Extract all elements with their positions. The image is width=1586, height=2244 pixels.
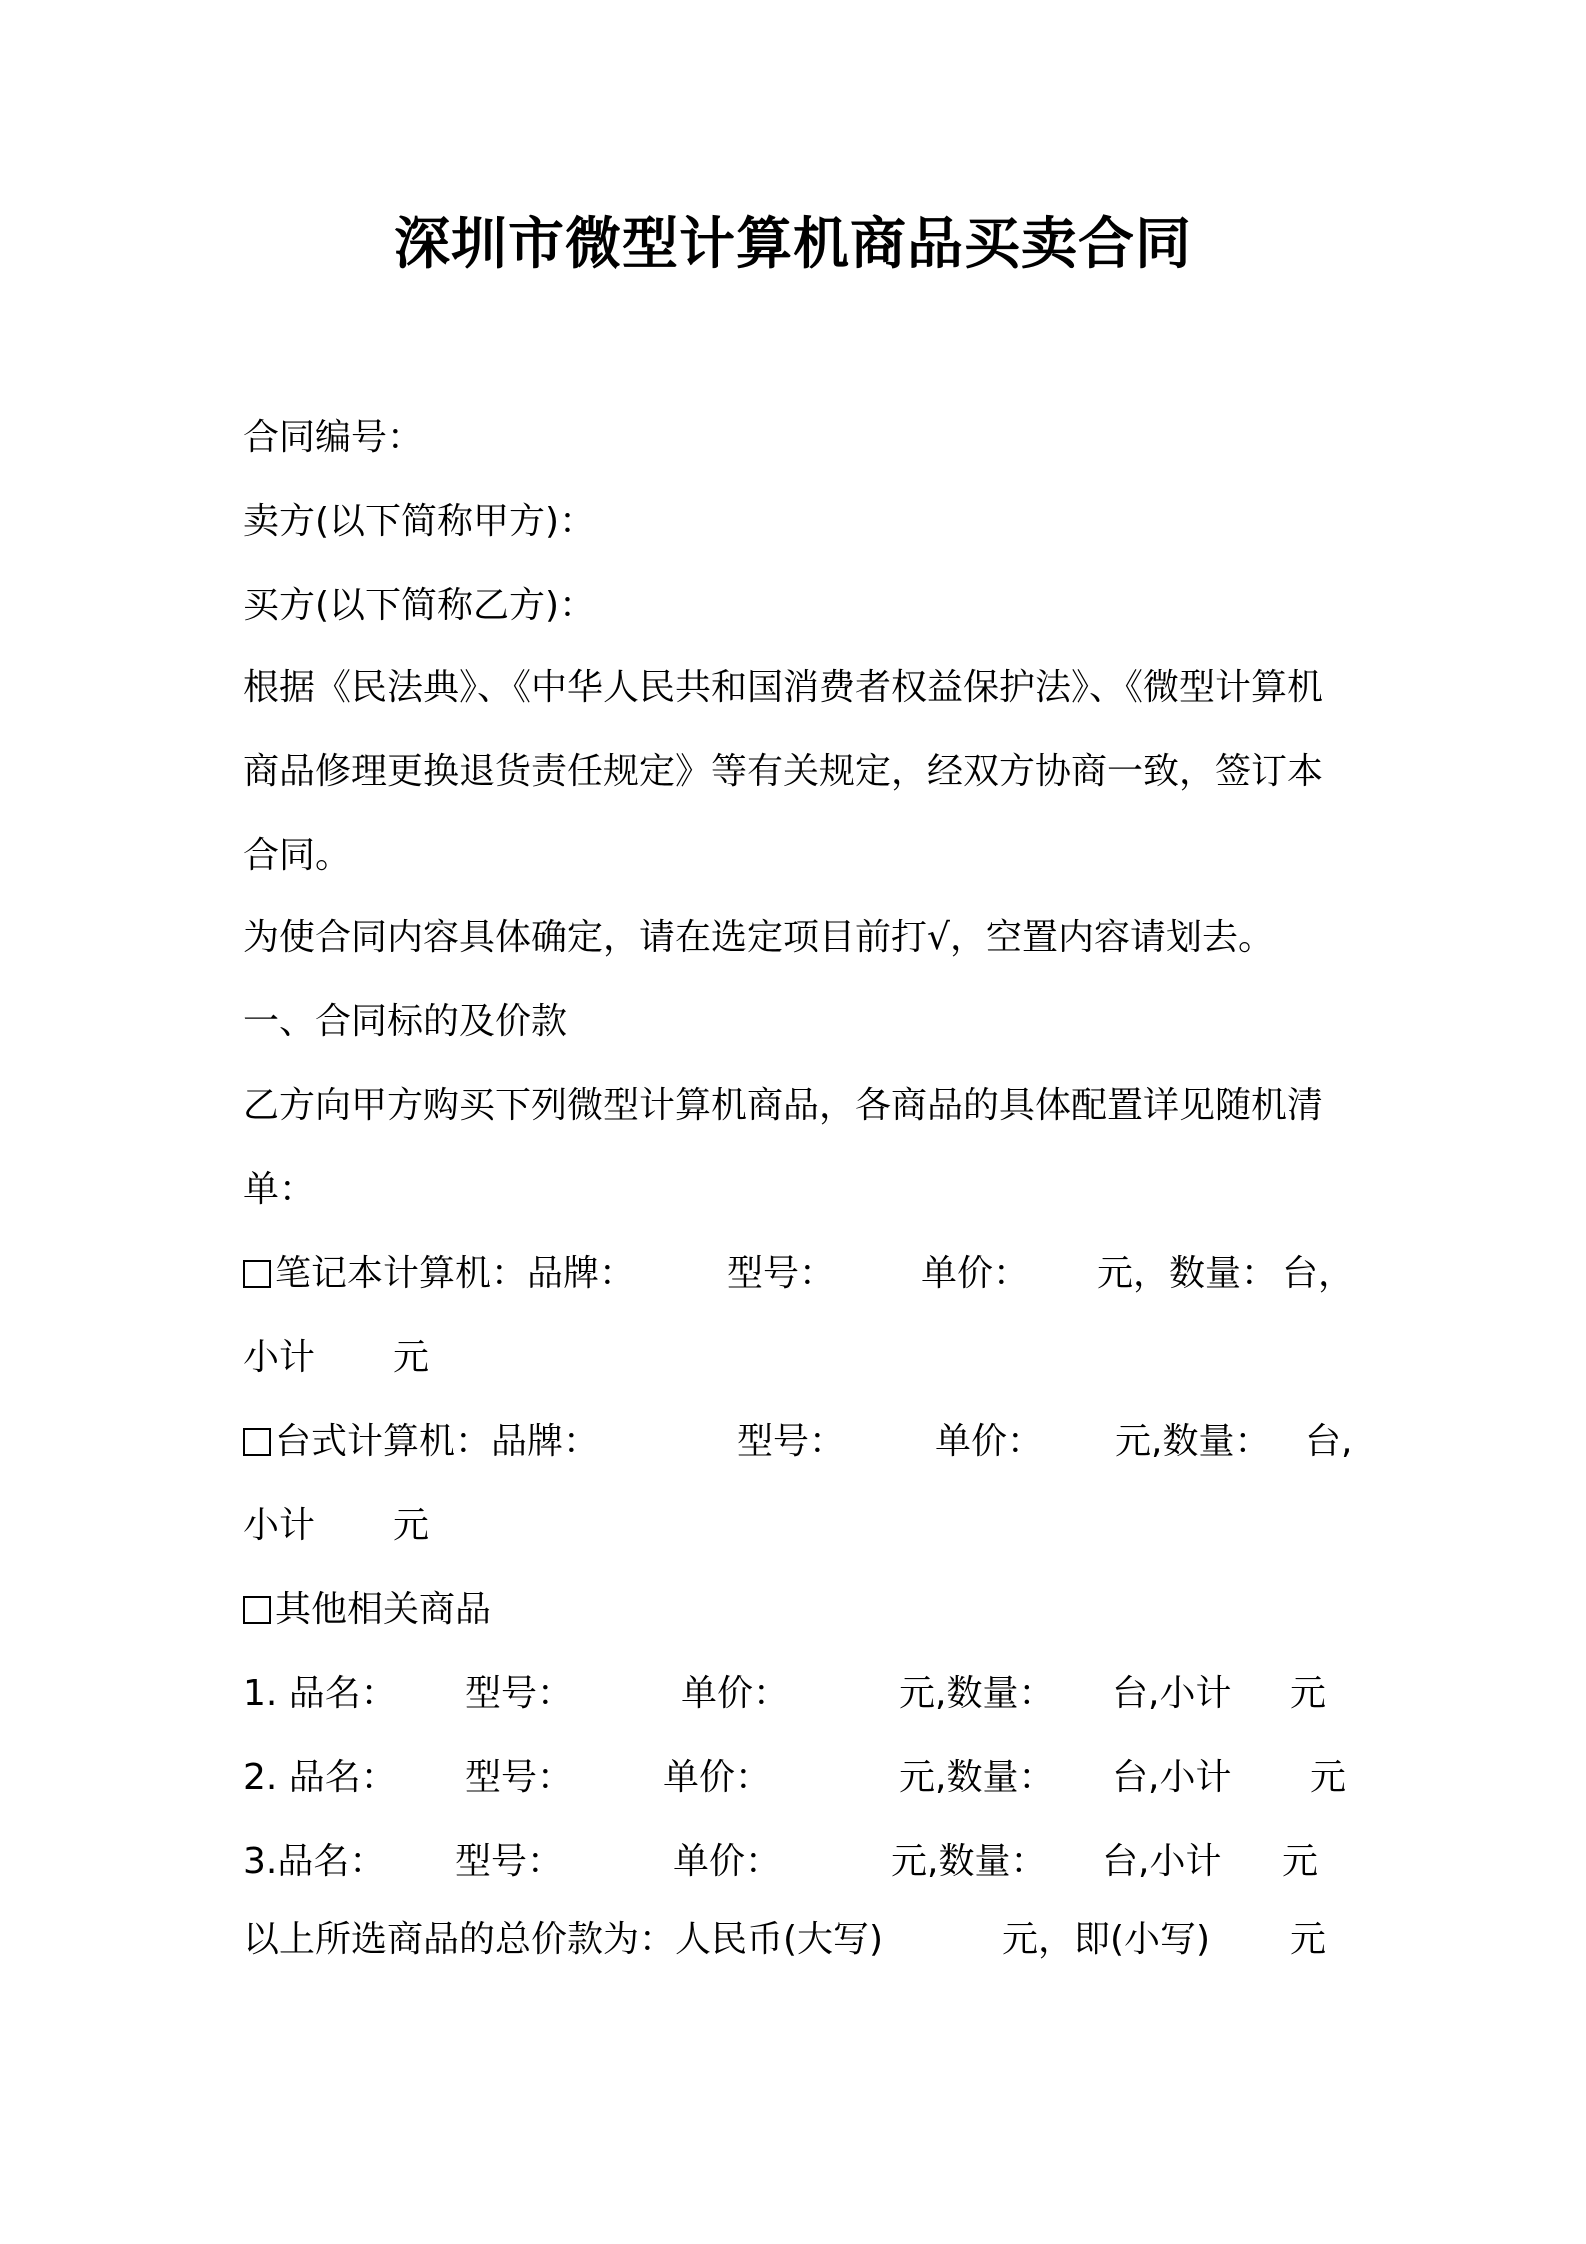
other-item-qty-label: 元,数量： (899, 1757, 1055, 1798)
laptop-label: 笔记本计算机： (275, 1253, 528, 1294)
laptop-price-label: 单价： (921, 1253, 1030, 1294)
other-items-label: 其他相关商品 (275, 1589, 492, 1630)
other-item-name-label: 3.品名： (243, 1841, 386, 1882)
laptop-checkbox[interactable] (243, 1260, 271, 1288)
desktop-label: 台式计算机： (275, 1421, 492, 1462)
intro-line-1: 根据《民法典》、《中华人民共和国消费者权益保护法》、《微型计算机 (243, 667, 1324, 708)
desktop-subtotal-yuan: 元 (393, 1505, 430, 1546)
instruction-text: 为使合同内容具体确定，请在选定项目前打√，空置内容请划去。 (243, 917, 1274, 958)
other-item-subtotal-label: 台,小计 (1112, 1673, 1232, 1714)
total-price-label: 以上所选商品的总价款为：人民币(大写) (243, 1919, 884, 1960)
laptop-model-label: 型号： (727, 1253, 836, 1294)
desktop-model-label: 型号： (737, 1421, 846, 1462)
other-item-model-label: 型号： (465, 1757, 574, 1798)
other-item-name-label: 1. 品名： (243, 1673, 397, 1714)
buyer-label: 买方(以下简称乙方)： (243, 585, 596, 626)
other-item-subtotal-yuan: 元 (1290, 1673, 1327, 1714)
other-item-name-label: 2. 品名： (243, 1757, 397, 1798)
total-price-yuan-1: 元，即(小写) (1002, 1919, 1211, 1960)
section-1-heading: 一、合同标的及价款 (243, 1001, 568, 1042)
other-item-subtotal-label: 台,小计 (1112, 1757, 1232, 1798)
other-items-checkbox[interactable] (243, 1596, 271, 1624)
desktop-unit-label: 台, (1305, 1421, 1353, 1462)
laptop-unit-label: 台， (1282, 1253, 1355, 1294)
intro-line-3: 合同。 (243, 835, 352, 876)
other-item-subtotal-label: 台,小计 (1102, 1841, 1222, 1882)
other-item-price-label: 单价： (673, 1841, 782, 1882)
laptop-qty-label: 元，数量： (1097, 1253, 1278, 1294)
other-item-subtotal-yuan: 元 (1282, 1841, 1319, 1882)
other-item-model-label: 型号： (455, 1841, 564, 1882)
desktop-qty-label: 元,数量： (1115, 1421, 1271, 1462)
total-price-yuan-2: 元 (1290, 1919, 1327, 1960)
laptop-brand-label: 品牌： (527, 1253, 636, 1294)
desktop-brand-label: 品牌： (491, 1421, 600, 1462)
other-item-price-label: 单价： (663, 1757, 772, 1798)
other-items-row (243, 1584, 491, 1636)
laptop-subtotal-label: 小计 (243, 1337, 316, 1378)
section-1-desc-line-2: 单： (243, 1169, 316, 1210)
desktop-checkbox[interactable] (243, 1428, 271, 1456)
other-item-qty-label: 元,数量： (899, 1673, 1055, 1714)
document-title: 深圳市微型计算机商品买卖合同 (394, 212, 1192, 277)
desktop-subtotal-label: 小计 (243, 1505, 316, 1546)
intro-line-2: 商品修理更换退货责任规定》等有关规定，经双方协商一致，签订本 (243, 751, 1324, 792)
contract-number-label: 合同编号： (243, 417, 424, 458)
desktop-price-label: 单价： (935, 1421, 1044, 1462)
other-item-model-label: 型号： (465, 1673, 574, 1714)
other-item-subtotal-yuan: 元 (1310, 1757, 1347, 1798)
section-1-desc-line-1: 乙方向甲方购买下列微型计算机商品，各商品的具体配置详见随机清 (243, 1085, 1324, 1126)
other-item-price-label: 单价： (681, 1673, 790, 1714)
other-item-qty-label: 元,数量： (891, 1841, 1047, 1882)
laptop-subtotal-yuan: 元 (393, 1337, 430, 1378)
seller-label: 卖方(以下简称甲方)： (243, 501, 596, 542)
